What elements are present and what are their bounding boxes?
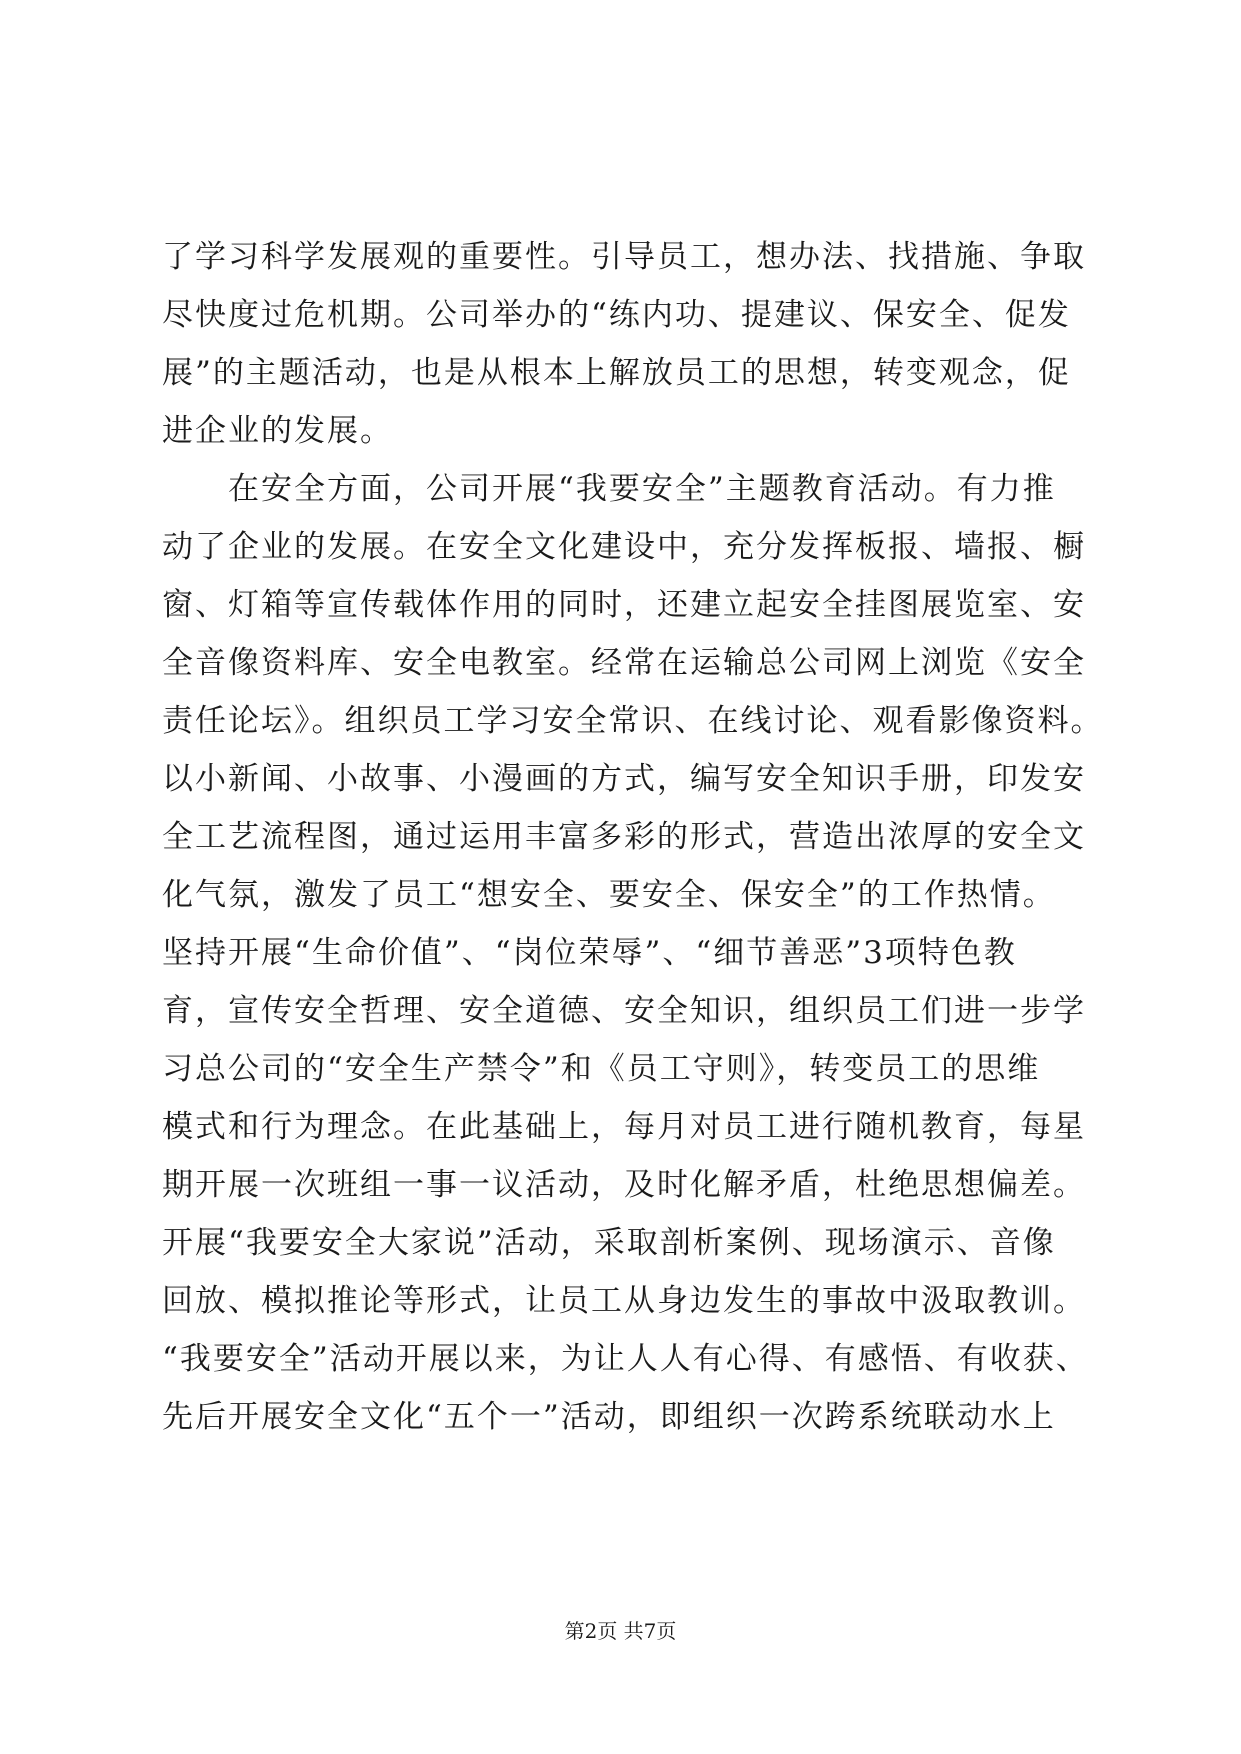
text-line: 育，宣传安全哲理、安全道德、安全知识，组织员工们进一步学: [162, 993, 1086, 1029]
text-line: 责任论坛》。组织员工学习安全常识、在线讨论、观看影像资料。: [162, 703, 1104, 739]
text-line: 尽快度过危机期。公司举办的“练内功、提建议、保安全、促发: [162, 297, 1071, 333]
text-line: 全音像资料库、安全电教室。经常在运输总公司网上浏览《安全: [162, 645, 1086, 681]
text-line: 以小新闻、小故事、小漫画的方式，编写安全知识手册，印发安: [162, 761, 1086, 797]
text-line: 回放、模拟推论等形式，让员工从身边发生的事故中汲取教训。: [162, 1283, 1086, 1319]
body-text: [162, 228, 1104, 1446]
text-line: “我要安全”活动开展以来，为让人人有心得、有感悟、有收获、: [162, 1341, 1089, 1377]
text-line: 坚持开展“生命价值”、“岗位荣辱”、“细节善恶”3项特色教: [162, 935, 1017, 971]
text-line: 化气氛，激发了员工“想安全、要安全、保安全”的工作热情。: [162, 877, 1056, 913]
text-line: 窗、灯箱等宣传载体作用的同时，还建立起安全挂图展览室、安: [162, 587, 1086, 623]
text-line: 开展“我要安全大家说”活动，采取剖析案例、现场演示、音像: [162, 1225, 1056, 1261]
text-line: 展”的主题活动，也是从根本上解放员工的思想，转变观念，促: [162, 355, 1071, 391]
text-line: 习总公司的“安全生产禁令”和《员工守则》，转变员工的思维: [162, 1051, 1041, 1087]
text-line: 动了企业的发展。在安全文化建设中，充分发挥板报、墙报、橱: [162, 529, 1086, 565]
text-line: 期开展一次班组一事一议活动，及时化解矛盾，杜绝思想偏差。: [162, 1167, 1086, 1203]
paragraph-start-line: 在安全方面，公司开展“我要安全”主题教育活动。有力推: [228, 471, 1056, 507]
text-line: 了学习科学发展观的重要性。引导员工，想办法、找措施、争取: [162, 239, 1086, 275]
text-line: 进企业的发展。: [162, 413, 393, 449]
text-line: 模式和行为理念。在此基础上，每月对员工进行随机教育，每星: [162, 1109, 1086, 1145]
text-line: 全工艺流程图，通过运用丰富多彩的形式，营造出浓厚的安全文: [162, 819, 1086, 855]
page-number-footer: 第2页 共7页: [564, 1619, 677, 1643]
text-line: 先后开展安全文化“五个一”活动，即组织一次跨系统联动水上: [162, 1399, 1056, 1435]
